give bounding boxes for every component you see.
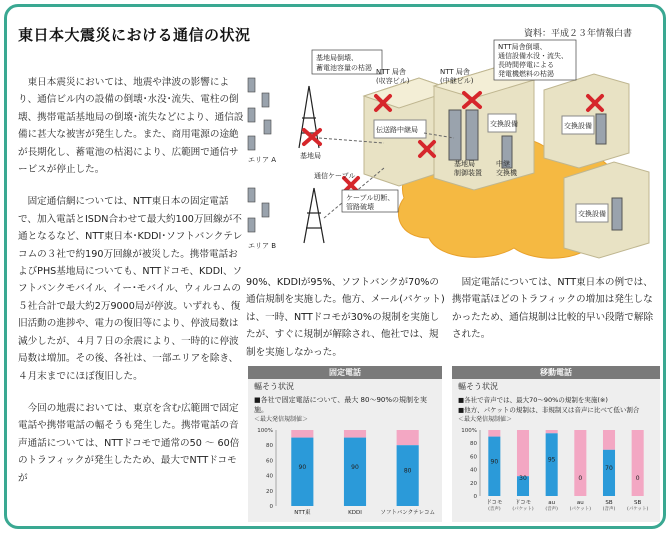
page-title: 東日本大震災における通信の状況	[18, 26, 251, 44]
category-sub-label: (音声)	[602, 507, 616, 512]
label-exchange-3: 交換設備	[578, 210, 606, 218]
category-label: KDDI	[348, 510, 362, 516]
label-area-b: エリア B	[248, 242, 277, 250]
callout-base-1: 基地局倒壊、	[316, 54, 358, 62]
fixed-panel-header: 固定電話	[248, 366, 442, 379]
paragraph-1: 東日本震災においては、地震や津波の影響により、通信ビル内の設備の倒壊･水没･流失、電柱の倒壊、携帯電話基地局の倒壊･流失などにより、通信設備に甚大な被害が発生した。また、商用電源の途絶が長期化し、蓄電池の枯渇により、広範囲で通信サービスが停止した。	[18, 77, 244, 176]
y-tick-label: 60	[470, 454, 477, 461]
base-station-tower-2	[304, 188, 324, 243]
label-area-a: エリア A	[248, 156, 277, 164]
category-sub-label: (音声)	[545, 507, 558, 512]
body-column-3: 固定電話については、NTT東日本の例では、携帯電話ほどのトラフィックの増加は発生しなかったため、通信規制は比較的早い段階で解除された。	[452, 277, 654, 341]
source-note: 資料：平成２３年情報白書	[524, 29, 633, 39]
bar	[488, 437, 500, 496]
label-relay-exchange: 中継	[496, 160, 510, 168]
bar	[546, 433, 558, 496]
label-base-control-sub: 制御装置	[454, 169, 482, 177]
label-base-station: 基地局	[300, 152, 321, 160]
y-tick-label: 40	[266, 473, 273, 480]
category-label: SB	[605, 500, 613, 506]
label-ntt-local: NTT 局舎	[376, 68, 406, 76]
bar-remainder	[344, 430, 366, 438]
label-relay-exchange-sub: 交換機	[496, 169, 517, 177]
phones-area-b	[248, 188, 269, 232]
y-tick-label: 40	[470, 467, 477, 474]
bar-value-label: 90	[490, 458, 499, 466]
y-tick-label: 80	[266, 443, 273, 450]
mobile-panel-note-2: ■他方、パケットの規制は、非規制又は音声に比べて低い割合	[458, 406, 640, 414]
bar-remainder	[574, 430, 586, 496]
mobile-phone-chart	[452, 424, 660, 516]
body-column-2: 90%、KDDIが95%、ソフトバンクが70%の通信規制を実施した。他方、メール(パケット)は、一時、NTTドコモが30%の規制を実施したが、すぐに規制が解除され、他社では、規制を実施しなかった。	[246, 277, 445, 358]
bar-remainder	[546, 430, 558, 433]
bar	[603, 450, 615, 496]
label-exchange-2: 交換設備	[564, 122, 592, 130]
ntt-relay-building	[434, 68, 534, 190]
fixed-panel-subtitle: 輻そう状況	[254, 382, 294, 391]
callout-cable-2: 管路破壊	[346, 203, 374, 211]
category-label: NTT東	[294, 510, 311, 516]
y-tick-label: 0	[473, 494, 477, 500]
callout-cable-1: ケーブル切断、	[346, 194, 395, 202]
label-relay-cable: 通信ケーブル	[314, 172, 356, 180]
bar-value-label: 30	[519, 474, 527, 482]
network-damage-diagram	[244, 38, 664, 270]
exchange-building-3	[564, 162, 649, 258]
bar	[344, 438, 366, 506]
phones-area-a	[248, 78, 271, 150]
bar-remainder	[291, 430, 313, 438]
y-tick-label: 20	[470, 480, 477, 487]
callout-ntt-4: 発電機燃料の枯渇	[498, 70, 554, 78]
y-tick-label: 100%	[257, 428, 273, 434]
bar-value-label: 90	[351, 463, 359, 471]
category-label: au	[548, 500, 556, 506]
bar-remainder	[517, 430, 529, 476]
category-label: ドコモ	[486, 500, 503, 506]
label-exchange-1: 交換設備	[490, 120, 518, 128]
exchange-building-2	[544, 74, 629, 168]
y-tick-label: 60	[266, 458, 273, 465]
y-tick-label: 100%	[461, 428, 477, 434]
label-ntt-relay: NTT 局舎	[440, 68, 470, 76]
bar-remainder	[603, 430, 615, 450]
bar-value-label: 95	[547, 456, 556, 464]
label-transmission: 伝送路中継局	[376, 126, 418, 134]
y-tick-label: 20	[266, 488, 273, 495]
mobile-panel-legend: ＜最大発信規制値＞	[458, 416, 513, 423]
category-sub-label: (パケット)	[627, 507, 649, 512]
fixed-panel-legend: ＜最大発信規制値＞	[254, 416, 309, 423]
category-sub-label: (パケット)	[569, 507, 591, 512]
bar-value-label: 80	[403, 467, 412, 475]
callout-base-2: 蓄電池容量の枯渇	[316, 64, 372, 72]
category-label: ドコモ	[514, 500, 532, 506]
bar-value-label: 70	[605, 464, 613, 472]
paragraph-3: 今回の地震においては、東京を含む広範囲で固定電話や携帯電話の輻そうも発生した。携帯電話の音声通話については、NTTドコモで通常の50 ～ 60倍のトラフィックが発生したため、最大でNTTドコモが	[18, 402, 240, 484]
callout-ntt-2: 通信設備水没・流失、	[498, 52, 568, 60]
bar-value-label: 90	[298, 463, 307, 471]
category-label: ソフトバンクテレコム	[380, 510, 436, 516]
label-base-control: 基地局	[454, 160, 475, 168]
callout-ntt-3: 長時間停電による	[498, 61, 554, 69]
bar	[397, 445, 419, 506]
paragraph-2: 固定通信網については、NTT東日本の固定電話で、加入電話とISDN合わせて最大約100万回線が不通となるなど、NTT東日本･KDDI･ソフトバンクテレコムの３社で約190万回線が被災した。携帯電話およびPHS基地局についても、NTTドコモ、KDDI、ソフトバンクモバイル、イー･モバイル、ウィルコムの５社合計で最大約2万9000局が停波。いずれも、復旧活動の進捗や、電力の復旧等により、停波局数は減少したが、４月７日の余震により、一時的に停波局数は増加。その後、各社は、一部エリアを除き、４月末までにほぼ復旧した。	[18, 196, 243, 382]
category-sub-label: (パケット)	[512, 507, 534, 512]
mobile-phone-panel	[452, 366, 660, 522]
bar-remainder	[488, 430, 500, 437]
callout-ntt-1: NTT局舎倒壊、	[498, 43, 547, 51]
category-label: au	[576, 500, 584, 506]
y-tick-label: 80	[470, 441, 477, 448]
bar-remainder	[632, 430, 644, 496]
category-label: SB	[634, 500, 642, 506]
fixed-phone-panel	[248, 366, 442, 522]
bar-value-label: 0	[578, 474, 583, 482]
fixed-phone-chart	[248, 424, 442, 524]
bar	[291, 438, 313, 506]
bar-remainder	[397, 430, 419, 445]
mobile-panel-subtitle: 輻そう状況	[458, 382, 498, 391]
label-ntt-relay-sub: (中継ビル)	[440, 77, 474, 85]
category-sub-label: (音声)	[488, 507, 501, 512]
mobile-panel-header: 移動電話	[452, 366, 660, 379]
mobile-panel-note-1: ■各社で音声では、最大70～90%の規制を実施(※)	[458, 396, 608, 404]
body-column-1	[18, 74, 244, 487]
bar-value-label: 0	[635, 474, 640, 482]
y-tick-label: 0	[269, 504, 273, 510]
fixed-panel-note: ■各社で固定電話について、最大 80～90%の規制を実施。	[254, 396, 428, 414]
label-ntt-local-sub: (収容ビル)	[376, 77, 410, 85]
